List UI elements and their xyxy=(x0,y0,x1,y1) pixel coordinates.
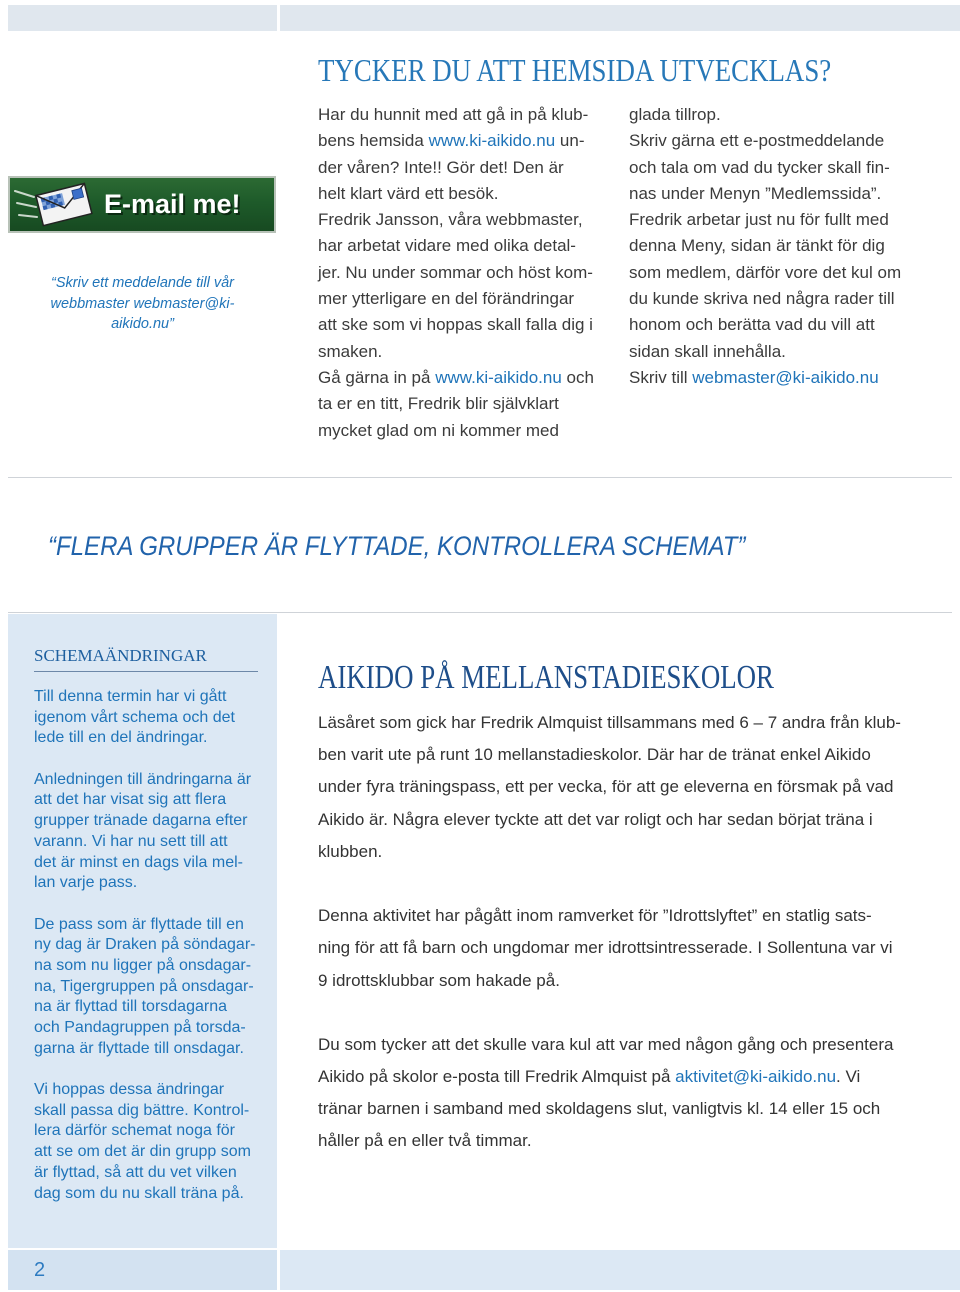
page-number-box xyxy=(8,1250,277,1290)
sidebar-line: Till denna termin har vi gått xyxy=(34,688,227,705)
sidebar-line: att se om det är din grupp som xyxy=(34,1143,251,1161)
article-line: ning för att få barn och ungdomar mer idrottsintresserade. I Sollentuna var vi xyxy=(318,938,893,958)
website-link[interactable]: www.ki-aikido.nu xyxy=(428,131,556,151)
article-line: denna Meny, sidan är tänkt för dig xyxy=(629,236,885,256)
paragraph xyxy=(318,1029,901,1158)
sidebar-line: är flyttad, så att du vet vilken xyxy=(34,1163,237,1181)
sidebar-line: na som nu ligger på onsdagar- xyxy=(34,956,252,974)
sidebar-line: att det har visat sig att flera xyxy=(34,791,227,809)
article-line: Har du hunnit med att gå in på klub- xyxy=(318,105,589,124)
sidebar-line: na, Tigergruppen på onsdagar- xyxy=(34,977,254,995)
sidebar-heading: SCHEMAÄNDRINGAR xyxy=(34,646,207,665)
schedule-changes-sidebar xyxy=(8,614,277,1248)
section-divider xyxy=(8,612,952,613)
text-segment: bens hemsida xyxy=(318,131,429,151)
article-line: 9 idrottsklubbar som hakade på. xyxy=(318,970,560,990)
article-line: tränar barnen i samband med skoldagens slut, vanligtvis kl. 14 eller 15 och xyxy=(318,1099,881,1119)
envelope-icon xyxy=(12,180,100,229)
email-me-label: E-mail me! xyxy=(104,189,241,219)
webmaster-contact-note xyxy=(8,273,277,335)
article-line: Aikido är. Några elever tyckte att det var roligt och har sedan börjat träna i xyxy=(318,809,873,829)
note-line: aikido.nu” xyxy=(111,316,174,332)
aikido-article-body xyxy=(318,707,901,1190)
sidebar-line: lede till en del ändringar. xyxy=(34,729,208,747)
article-line: mycket glad om ni kommer med xyxy=(318,420,559,440)
website-article-column-1 xyxy=(318,102,618,444)
article-line: Denna aktivitet har pågått inom ramverket för ”Idrottslyftet” en statlig sats- xyxy=(318,906,872,926)
page-number: 2 xyxy=(34,1259,46,1281)
article-line: glada tillrop. xyxy=(629,105,721,124)
article-line: jer. Nu under sommar och höst kom- xyxy=(318,262,593,282)
article-line: har arbetat vidare med olika detal- xyxy=(318,236,576,256)
sidebar-line: dag som du nu skall träna på. xyxy=(34,1184,244,1202)
article-line: håller på en eller två timmar. xyxy=(318,1131,532,1151)
top-band-right xyxy=(280,5,960,31)
text-segment: Skriv till xyxy=(629,367,693,387)
sidebar-line: varann. Vi har nu sett till att xyxy=(34,832,228,850)
text-segment: Aikido på skolor e-posta till Fredrik Almquist på xyxy=(318,1067,676,1087)
sidebar-line: na är flyttad till torsdagarna xyxy=(34,998,227,1016)
article-line: Du som tycker att det skulle vara kul att var med någon gång och presentera xyxy=(318,1034,894,1054)
paragraph xyxy=(34,1080,274,1204)
article-line: klubben. xyxy=(318,841,383,861)
aikido-article-heading: AIKIDO PÅ MELLANSTADIESKOLOR xyxy=(318,659,774,696)
bottom-band-right xyxy=(280,1250,960,1290)
sidebar-line: garna är flyttade till onsdagar. xyxy=(34,1039,244,1057)
paragraph xyxy=(34,770,274,894)
article-line: mer ytterligare en del förändringar xyxy=(318,289,575,309)
email-me-badge[interactable] xyxy=(8,176,276,233)
paragraph xyxy=(318,900,901,997)
schedule-moved-banner: “FLERA GRUPPER ÄR FLYTTADE, KONTROLLERA SCHEMAT” xyxy=(48,531,746,561)
article-line: Fredrik arbetar just nu för fullt med xyxy=(629,210,889,230)
sidebar-line: och Pandagruppen på torsda- xyxy=(34,1019,246,1036)
article-line xyxy=(318,365,618,391)
article-line: du kunde skriva ned några rader till xyxy=(629,289,895,309)
article-line: der våren? Inte!! Gör det! Den är xyxy=(318,157,564,177)
section-divider xyxy=(8,477,952,478)
text-segment: . Vi xyxy=(836,1067,861,1087)
aikido-schools-article xyxy=(318,658,954,1178)
article-line xyxy=(318,1061,901,1093)
article-line: som medlem, därför vore det kul om xyxy=(629,262,902,282)
sidebar-line: Vi hoppas dessa ändringar xyxy=(34,1081,225,1099)
article-line: Skriv gärna ett e-postmeddelande xyxy=(629,131,885,151)
article-line xyxy=(318,128,618,154)
paragraph xyxy=(34,687,274,749)
sidebar-line: lera därför schemat noga för xyxy=(34,1122,235,1140)
email-link[interactable]: aktivitet@ki-aikido.nu xyxy=(675,1067,837,1087)
top-band-left xyxy=(8,5,277,31)
website-article-title: TYCKER DU ATT HEMSIDA UTVECKLAS? xyxy=(318,52,832,88)
sidebar-line: ny dag är Draken på söndagar- xyxy=(34,936,256,954)
article-line xyxy=(629,365,954,391)
paragraph xyxy=(318,707,901,868)
website-link[interactable]: www.ki-aikido.nu xyxy=(435,367,562,387)
text-segment: Gå gärna in på xyxy=(318,367,436,387)
text-segment: un- xyxy=(555,131,585,151)
article-line: och tala om vad du tycker skall fin- xyxy=(629,157,890,177)
article-line: ta er en titt, Fredrik blir självklart xyxy=(318,394,559,414)
sidebar-line: skall passa dig bättre. Kontrol- xyxy=(34,1101,250,1119)
sidebar-line: Anledningen till ändringarna är xyxy=(34,770,252,788)
heading-underline xyxy=(34,671,258,672)
article-line: under fyra träningspass, ett per vecka, för att ge eleverna en försmak på vad xyxy=(318,777,894,797)
article-line: att ske som vi hoppas skall falla dig i xyxy=(318,315,593,335)
sidebar-body xyxy=(34,687,274,1225)
note-line: webbmaster webmaster@ki- xyxy=(50,295,235,312)
article-line: ben varit ute på runt 10 mellanstadieskolor. Där har de tränat enkel Aikido xyxy=(318,745,871,765)
sidebar-line: De pass som är flyttade till en xyxy=(34,915,244,933)
text-segment: och xyxy=(561,367,594,387)
sidebar-line: grupper tränade dagarna efter xyxy=(34,812,248,830)
paragraph xyxy=(34,915,274,1060)
website-article-column-2 xyxy=(629,102,954,391)
article-line: Läsåret som gick har Fredrik Almquist tillsammans med 6 – 7 andra från klub- xyxy=(318,713,901,732)
article-line: smaken. xyxy=(318,341,383,361)
article-line: sidan skall innehålla. xyxy=(629,341,786,361)
note-line: “Skriv ett meddelande till vår xyxy=(51,275,234,291)
article-line: Fredrik Jansson, våra webbmaster, xyxy=(318,210,583,230)
sidebar-line: igenom vårt schema och det xyxy=(34,708,235,726)
article-line: honom och berätta vad du vill att xyxy=(629,315,875,335)
article-line: nas under Menyn ”Medlemssida”. xyxy=(629,183,882,203)
article-line: helt klart värd ett besök. xyxy=(318,183,499,203)
sidebar-line: lan varje pass. xyxy=(34,874,138,892)
email-link[interactable]: webmaster@ki-aikido.nu xyxy=(692,367,879,387)
sidebar-line: det är minst en dags vila mel- xyxy=(34,853,243,871)
